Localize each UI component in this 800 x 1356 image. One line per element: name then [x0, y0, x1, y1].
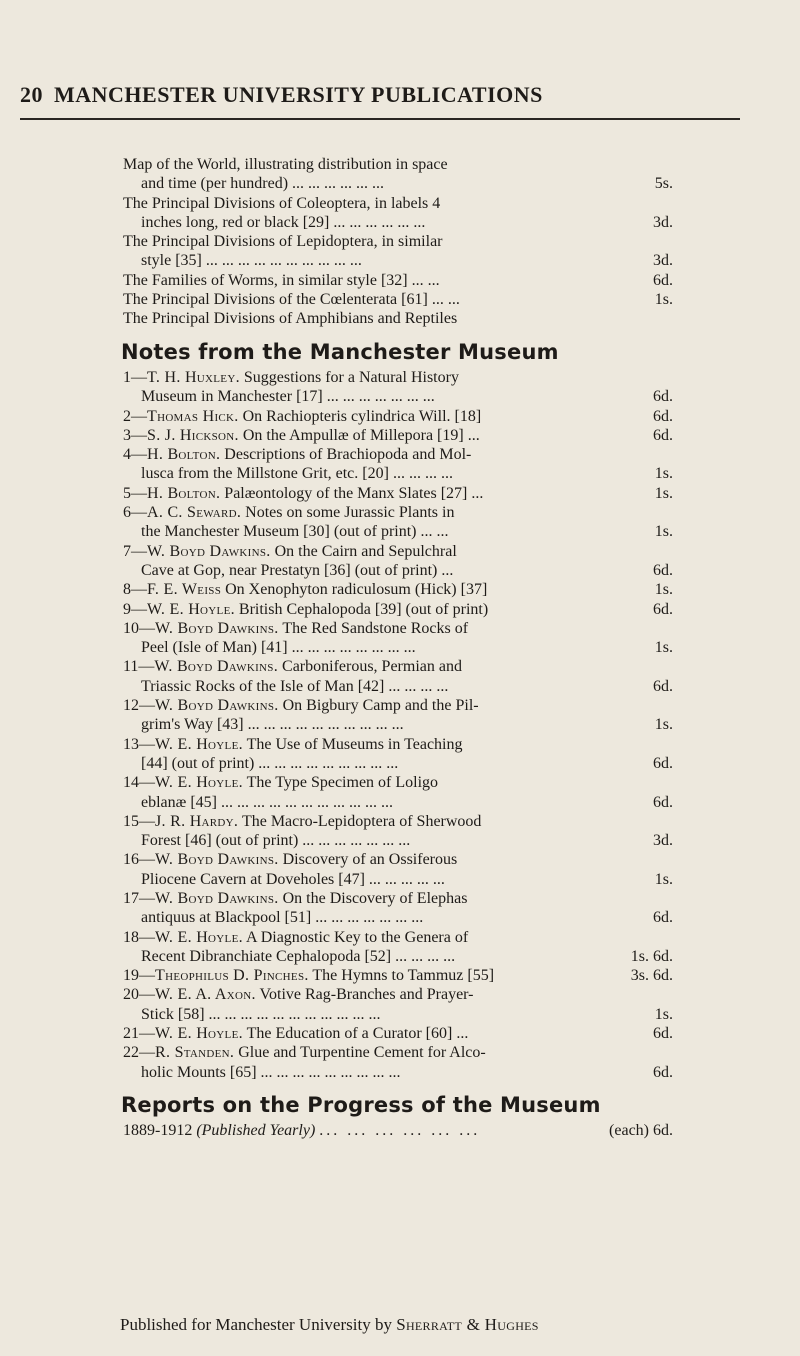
note-entry-text [123, 503, 454, 522]
note-title: The Education of a Curator [60] ... [246, 1025, 469, 1043]
map-entry-text: The Principal Divisions of the Cœlenterata [61] ... ... [123, 291, 460, 309]
note-number: 10— [123, 619, 155, 637]
note-price: 6d. [653, 1063, 673, 1081]
note-price: 1s. [654, 465, 673, 483]
note-entry-text [123, 735, 462, 754]
note-author: Thomas Hick. [147, 407, 239, 425]
note-entry-line [123, 387, 673, 406]
note-title: Pliocene Cavern at Doveholes [47] ... ... ... ... ... [141, 870, 445, 888]
note-number: 11— [123, 658, 155, 676]
note-title: On Bigbury Camp and the Pil- [282, 697, 479, 715]
maps-list [123, 155, 673, 329]
note-number: 7— [123, 542, 147, 560]
note-title: A Diagnostic Key to the Genera of [246, 928, 469, 946]
note-author: F. E. Weiss [147, 581, 222, 599]
note-number: 20— [123, 986, 155, 1004]
note-entry-line [123, 407, 673, 426]
note-entry-line [123, 793, 673, 812]
note-price: 6d. [653, 407, 673, 425]
note-entry-text [141, 754, 398, 773]
note-number: 4— [123, 446, 147, 464]
note-entry-text [123, 1043, 486, 1062]
note-price: 6d. [653, 793, 673, 811]
note-title: the Manchester Museum [30] (out of print) ... ... [141, 523, 449, 541]
map-entry-text: The Principal Divisions of Lepidoptera, in similar [123, 233, 443, 251]
note-title: British Cephalopoda [39] (out of print) [238, 600, 489, 618]
note-title: Triassic Rocks of the Isle of Man [42] ... ... ... ... [141, 677, 449, 695]
note-entry-line [123, 908, 673, 927]
note-entry-text [141, 908, 423, 927]
map-entry-text: The Principal Divisions of Coleoptera, in labels 4 [123, 194, 441, 212]
note-entry-text [141, 677, 448, 696]
note-entry-text [123, 600, 488, 619]
note-title: Carboniferous, Permian and [282, 658, 462, 676]
map-entry-text: The Families of Worms, in similar style [32] ... ... [123, 271, 440, 289]
note-entry-text [123, 484, 483, 503]
note-title: Peel (Isle of Man) [41] ... ... ... ... ... ... ... ... [141, 639, 416, 657]
note-number: 17— [123, 889, 155, 907]
note-price: 1s. [654, 581, 673, 599]
note-author: W. Boyd Dawkins. [147, 542, 271, 560]
note-entry-text [123, 928, 468, 947]
note-author: R. Standen. [155, 1044, 235, 1062]
note-entry-line [123, 426, 673, 445]
note-author: W. E. Hoyle. [147, 600, 235, 618]
note-entry-text [141, 1063, 401, 1082]
note-entry-line [123, 464, 673, 483]
map-entry-line [123, 251, 673, 270]
note-title: Descriptions of Brachiopoda and Mol- [224, 446, 472, 464]
footer-publisher: Sherratt & Hughes [396, 1315, 539, 1334]
note-entry-line [123, 445, 673, 464]
note-entry-text [141, 947, 455, 966]
note-entry-text [123, 966, 494, 985]
note-price: 6d. [653, 754, 673, 772]
note-title: Discovery of an Ossiferous [282, 851, 458, 869]
note-price: 3d. [653, 832, 673, 850]
note-author: W. E. A. Axon. [155, 986, 256, 1004]
note-title: Cave at Gop, near Prestatyn [36] (out of print) ... [141, 561, 454, 579]
note-entry-text [123, 850, 457, 869]
note-entry-line [123, 580, 673, 599]
reports-price: (each) 6d. [609, 1122, 673, 1140]
note-author: W. E. Hoyle. [155, 928, 243, 946]
note-number: 14— [123, 774, 155, 792]
note-title: Forest [46] (out of print) ... ... ... ... ... ... ... [141, 832, 411, 850]
note-entry-text [141, 561, 453, 580]
note-entry-line [123, 1024, 673, 1043]
note-price: 1s. 6d. [630, 947, 673, 965]
note-author: J. R. Hardy. [155, 812, 239, 830]
note-entry-line [123, 484, 673, 503]
note-title: grim's Way [43] ... ... ... ... ... ... ... ... ... ... [141, 716, 404, 734]
note-entry-line [123, 503, 673, 522]
notes-heading: Notes from the Manchester Museum [121, 339, 559, 364]
note-entry-line [123, 561, 673, 580]
running-title: MANCHESTER UNIVERSITY PUBLICATIONS [54, 82, 543, 107]
note-entry-text [141, 831, 410, 850]
note-entry-line [123, 638, 673, 657]
note-entry-text [141, 1005, 381, 1024]
note-entry-text [141, 464, 453, 483]
note-entry-line [123, 985, 673, 1004]
note-title: On the Cairn and Sepulchral [274, 542, 457, 560]
note-entry-text [123, 542, 457, 561]
note-number: 9— [123, 600, 147, 618]
note-author: S. J. Hickson. [147, 426, 239, 444]
map-entry-price: 3d. [653, 252, 673, 270]
map-entry-text: The Principal Divisions of Amphibians and Reptiles [123, 310, 458, 328]
note-entry-line [123, 600, 673, 619]
note-price: 3s. 6d. [630, 967, 673, 985]
note-price: 1s. [654, 523, 673, 541]
running-head [20, 82, 740, 108]
note-author: H. Bolton. [147, 446, 221, 464]
header-rule [20, 118, 740, 120]
note-number: 22— [123, 1044, 155, 1062]
map-entry-line [123, 213, 673, 232]
map-entry-text: inches long, red or black [29] ... ... ... ... ... ... [141, 213, 426, 231]
note-number: 6— [123, 504, 147, 522]
note-title: Recent Dibranchiate Cephalopoda [52] ... ... ... ... [141, 947, 456, 965]
note-price: 6d. [653, 561, 673, 579]
map-entry-text: Map of the World, illustrating distribution in space [123, 156, 448, 173]
note-entry-text [123, 407, 481, 426]
footer [120, 1315, 539, 1335]
note-price: 6d. [653, 1025, 673, 1043]
note-title: On Xenophyton radiculosum (Hick) [37] [225, 581, 488, 599]
note-title: Glue and Turpentine Cement for Alco- [238, 1044, 486, 1062]
note-entry-line [123, 754, 673, 773]
note-entry-line [123, 619, 673, 638]
note-entry-text [141, 387, 435, 406]
footer-prefix: Published for Manchester University by [120, 1315, 392, 1334]
note-entry-line [123, 735, 673, 754]
note-entry-text [141, 793, 393, 812]
map-entry-price: 6d. [653, 271, 673, 289]
note-title: The Type Specimen of Loligo [246, 774, 439, 792]
note-entry-text [123, 426, 480, 445]
note-entry-line [123, 889, 673, 908]
note-title: On Rachiopteris cylindrica Will. [18] [242, 407, 482, 425]
note-price: 6d. [653, 909, 673, 927]
reports-entry [123, 1121, 673, 1140]
note-number: 13— [123, 735, 155, 753]
map-entry-line [123, 155, 673, 174]
note-number: 16— [123, 851, 155, 869]
note-entry-line [123, 870, 673, 889]
note-author: W. Boyd Dawkins. [154, 658, 279, 676]
note-title: Votive Rag-Branches and Prayer- [259, 986, 474, 1004]
map-entry-line [123, 271, 673, 290]
note-title: On the Discovery of Elephas [282, 889, 468, 907]
note-title: The Macro-Lepidoptera of Sherwood [241, 812, 482, 830]
map-entry-price: 3d. [653, 213, 673, 231]
note-entry-line [123, 368, 673, 387]
note-price: 1s. [654, 870, 673, 888]
map-entry-line [123, 174, 673, 193]
note-entry-line [123, 715, 673, 734]
reports-heading: Reports on the Progress of the Museum [121, 1092, 601, 1117]
reports-note: (Published Yearly) [196, 1122, 316, 1140]
note-title: The Use of Museums in Teaching [246, 735, 463, 753]
notes-list [123, 368, 673, 1082]
note-author: A. C. Seward. [147, 504, 242, 522]
map-entry-line [123, 309, 673, 328]
note-author: W. Boyd Dawkins. [155, 889, 279, 907]
note-entry-line [123, 831, 673, 850]
note-title: Palæontology of the Manx Slates [27] ... [224, 484, 484, 502]
note-author: H. Bolton. [147, 484, 221, 502]
note-title: holic Mounts [65] ... ... ... ... ... ... ... ... ... [141, 1063, 401, 1081]
map-entry-price: 1s. [654, 291, 673, 309]
map-entry-line [123, 232, 673, 251]
note-entry-line [123, 1043, 673, 1062]
note-number: 2— [123, 407, 147, 425]
note-price: 1s. [654, 639, 673, 657]
reports-dots: ... ... ... ... ... ... [319, 1122, 481, 1140]
note-price: 6d. [653, 600, 673, 618]
note-number: 15— [123, 812, 155, 830]
note-author: Theophilus D. Pinches. [155, 967, 309, 985]
note-entry-text [123, 773, 438, 792]
note-number: 8— [123, 581, 147, 599]
note-author: W. E. Hoyle. [155, 735, 243, 753]
note-entry-text [123, 368, 459, 387]
note-title: Stick [58] ... ... ... ... ... ... ... ... ... ... ... [141, 1005, 381, 1023]
note-title: Notes on some Jurassic Plants in [245, 504, 455, 522]
map-entry-price: 5s. [654, 175, 673, 193]
note-number: 18— [123, 928, 155, 946]
note-price: 6d. [653, 677, 673, 695]
note-entry-line [123, 677, 673, 696]
note-entry-text [123, 812, 481, 831]
note-price: 1s. [654, 484, 673, 502]
note-title: The Hymns to Tammuz [55] [312, 967, 495, 985]
note-price: 6d. [653, 426, 673, 444]
note-entry-text [141, 522, 448, 541]
map-entry-text: style [35] ... ... ... ... ... ... ... ... ... ... [141, 252, 362, 270]
note-price: 6d. [653, 388, 673, 406]
note-entry-text [123, 580, 487, 599]
note-entry-text [123, 696, 479, 715]
note-author: W. Boyd Dawkins. [155, 851, 279, 869]
note-entry-line [123, 928, 673, 947]
note-author: T. H. Huxley. [147, 368, 240, 386]
note-entry-text [123, 889, 467, 908]
note-title: The Red Sandstone Rocks of [282, 619, 469, 637]
note-entry-line [123, 657, 673, 676]
note-title: [44] (out of print) ... ... ... ... ... ... ... ... ... [141, 754, 399, 772]
note-entry-text [123, 445, 471, 464]
page-number: 20 [20, 82, 43, 107]
note-title: Museum in Manchester [17] ... ... ... ... ... ... ... [141, 388, 435, 406]
note-entry-text [123, 619, 468, 638]
note-title: antiquus at Blackpool [51] ... ... ... ... ... ... ... [141, 909, 424, 927]
map-entry-text: and time (per hundred) ... ... ... ... ... ... [141, 175, 385, 193]
note-entry-text [123, 1024, 468, 1043]
note-author: W. Boyd Dawkins. [155, 697, 279, 715]
note-entry-line [123, 542, 673, 561]
note-entry-text [141, 870, 445, 889]
note-title: lusca from the Millstone Grit, etc. [20] ... ... ... ... [141, 465, 453, 483]
note-number: 1— [123, 368, 147, 386]
note-author: W. E. Hoyle. [155, 1025, 243, 1043]
note-title: On the Ampullæ of Millepora [19] ... [242, 426, 480, 444]
note-title: eblanæ [45] ... ... ... ... ... ... ... ... ... ... ... [141, 793, 393, 811]
reports-years: 1889-1912 [123, 1122, 193, 1140]
note-entry-text [141, 638, 416, 657]
note-title: Suggestions for a Natural History [243, 368, 459, 386]
note-number: 3— [123, 426, 147, 444]
note-price: 1s. [654, 1005, 673, 1023]
note-entry-line [123, 850, 673, 869]
note-entry-line [123, 773, 673, 792]
note-entry-text [141, 715, 404, 734]
note-author: W. E. Hoyle. [155, 774, 243, 792]
note-entry-text [123, 985, 474, 1004]
note-number: 12— [123, 697, 155, 715]
note-entry-line [123, 1063, 673, 1082]
note-entry-line [123, 812, 673, 831]
note-number: 21— [123, 1025, 155, 1043]
note-entry-line [123, 696, 673, 715]
content [123, 155, 673, 1141]
note-entry-text [123, 657, 462, 676]
note-author: W. Boyd Dawkins. [155, 619, 279, 637]
note-number: 5— [123, 484, 147, 502]
map-entry-line [123, 194, 673, 213]
map-entry-line [123, 290, 673, 309]
note-entry-line [123, 947, 673, 966]
note-price: 1s. [654, 716, 673, 734]
note-number: 19— [123, 967, 155, 985]
note-entry-line [123, 966, 673, 985]
note-entry-line [123, 1005, 673, 1024]
note-entry-line [123, 522, 673, 541]
